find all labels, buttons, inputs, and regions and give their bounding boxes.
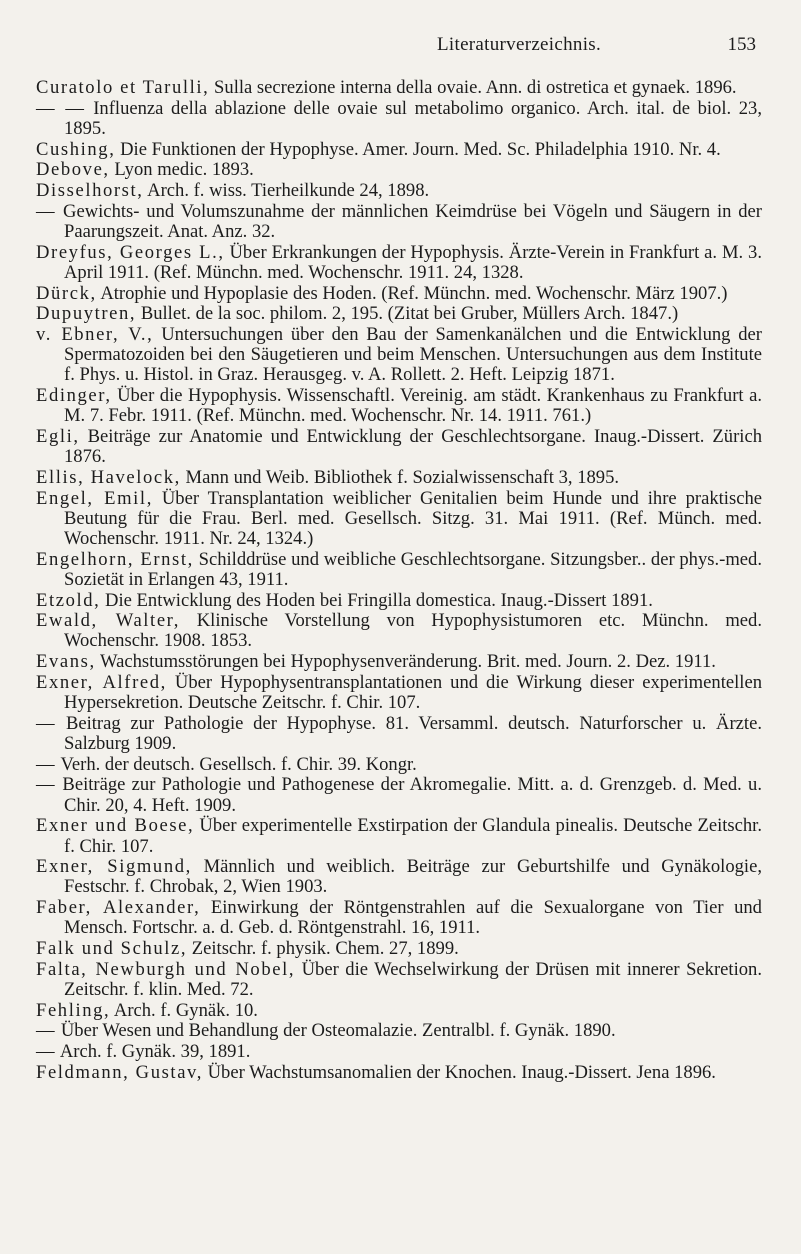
bibliography-entry xyxy=(36,99,762,139)
entry-author: Ellis, Havelock, xyxy=(36,466,181,488)
entry-text: Arch. f. Gynäk. 10. xyxy=(110,999,258,1021)
bibliography-entry xyxy=(36,816,762,856)
entry-author: v. Ebner, V., xyxy=(36,323,154,345)
bibliography-entry xyxy=(36,1001,762,1021)
entry-author: Feldmann, Gustav, xyxy=(36,1061,203,1083)
bibliography-list xyxy=(36,78,762,1083)
entry-text: Arch. f. Gynäk. 39, 1891. xyxy=(56,1041,251,1063)
bibliography-entry xyxy=(36,898,762,938)
bibliography-entry xyxy=(36,755,762,775)
entry-text: Über Erkrankungen der Hypophysis. Ärzte-Verein in Frankfurt a. M. 3. April 1911. (Ref. Münchn. med. Wochenschr. 1911. 24, 1328. xyxy=(64,241,762,283)
bibliography-entry xyxy=(36,591,762,611)
entry-text: Untersuchungen über den Bau der Samenkanälchen und die Entwicklung der Spermatozoiden bei den Säugetieren und beim Menschen. Untersuchungen aus dem Institute f. Phys. u. Histol. in Graz. Herausgeg. v. A. Rollett. 2. Heft. Leipzig 1871. xyxy=(64,323,762,386)
entry-author: Etzold, xyxy=(36,589,101,611)
bibliography-entry xyxy=(36,857,762,897)
bibliography-entry xyxy=(36,775,762,815)
entry-author: Curatolo et Tarulli, xyxy=(36,77,210,98)
entry-text: Über experimentelle Exstirpation der Glandula pinealis. Deutsche Zeitschr. f. Chir. 107. xyxy=(64,815,763,857)
entry-author: Fehling, xyxy=(36,999,111,1021)
bibliography-entry xyxy=(36,202,762,242)
entry-text: Über Hypophysentransplantationen und die Wirkung dieser experimentellen Hypersekretion. Deutsche Zeitschr. f. Chir. 107. xyxy=(64,671,762,714)
entry-text: Arch. f. wiss. Tierheilkunde 24, 1898. xyxy=(143,180,430,202)
running-title: Literaturverzeichnis. xyxy=(437,34,602,55)
entry-text: Die Funktionen der Hypophyse. Amer. Journ. Med. Sc. Philadelphia 1910. Nr. 4. xyxy=(115,138,721,160)
entry-author: — xyxy=(36,1041,57,1063)
entry-text: Atrophie und Hypoplasie des Hoden. (Ref. Münchn. med. Wochenschr. März 1907.) xyxy=(96,282,728,304)
entry-author: Falta, Newburgh und Nobel, xyxy=(36,958,296,980)
entry-text: Beiträge zur Pathologie und Pathogenese der Akromegalie. Mitt. a. d. Grenzgeb. d. Med. u. Chir. 20, 4. Heft. 1909. xyxy=(56,774,762,816)
bibliography-entry xyxy=(36,243,762,283)
bibliography-entry xyxy=(36,78,762,98)
entry-text: Sulla secrezione interna della ovaie. Ann. di ostretica et gynaek. 1896. xyxy=(209,77,737,98)
entry-text: Verh. der deutsch. Gesellsch. f. Chir. 39. Kongr. xyxy=(56,753,417,775)
entry-text: Über die Hypophysis. Wissenschaftl. Vereinig. am städt. Krankenhaus zu Frankfurt a. M. 7. Febr. 1911. (Ref. Münchn. med. Wochenschr. Nr. 14. 1911. 761.) xyxy=(64,385,762,427)
entry-text: Klinische Vorstellung von Hypophysistumoren etc. Münchn. med. Wochenschr. 1908. 1853. xyxy=(64,610,762,652)
bibliography-entry xyxy=(36,611,762,651)
entry-author: Exner und Boese, xyxy=(36,815,195,837)
entry-text: Bullet. de la soc. philom. 2, 195. (Zitat bei Gruber, Müllers Arch. 1847.) xyxy=(136,303,679,325)
entry-text: Beitrag zur Pathologie der Hypophyse. 81. Versamml. deutsch. Naturforscher u. Ärzte. Salzburg 1909. xyxy=(56,712,762,754)
bibliography-entry xyxy=(36,181,762,201)
entry-author: Dürck, xyxy=(36,282,97,304)
bibliography-entry xyxy=(36,673,762,713)
bibliography-entry xyxy=(36,550,762,590)
bibliography-entry xyxy=(36,386,762,426)
entry-author: Disselhorst, xyxy=(36,180,144,202)
bibliography-entry xyxy=(36,427,762,467)
entry-author: Engelhorn, Ernst, xyxy=(36,548,194,570)
entry-text: Beiträge zur Anatomie und Entwicklung der Geschlechtsorgane. Inaug.-Dissert. Zürich 1876. xyxy=(64,425,762,468)
bibliography-entry xyxy=(36,652,762,672)
entry-author: Dreyfus, Georges L., xyxy=(36,241,225,263)
bibliography-entry xyxy=(36,1021,762,1041)
entry-author: — xyxy=(36,712,57,734)
entry-text: Einwirkung der Röntgenstrahlen auf die Sexualorgane von Tier und Mensch. Fortschr. a. d. Geb. d. Röntgenstrahl. 16, 1911. xyxy=(64,897,762,939)
bibliography-entry xyxy=(36,304,762,324)
bibliography-entry xyxy=(36,1063,762,1083)
entry-author: Faber, Alexander, xyxy=(36,897,201,919)
entry-text: Gewichts- und Volumszunahme der männlichen Keimdrüse bei Vögeln und Säugern in der Paarungszeit. Anat. Anz. 32. xyxy=(56,200,762,242)
bibliography-entry xyxy=(36,160,762,180)
entry-author: — xyxy=(36,200,57,222)
entry-text: Influenza della ablazione delle ovaie sul metabolimo organico. Arch. ital. de biol. 23, 1895. xyxy=(64,97,762,139)
bibliography-entry xyxy=(36,939,762,959)
entry-author: — xyxy=(36,1020,57,1042)
entry-text: Schilddrüse und weibliche Geschlechtsorgane. Sitzungsber.. der phys.-med. Sozietät in Erlangen 43, 1911. xyxy=(64,548,762,590)
entry-text: Über Transplantation weiblicher Genitalien beim Hunde und ihre praktische Beutung für die Frau. Berl. med. Gesellsch. Sitzg. 31. Mai 1911. (Ref. Münch. med. Wochenschr. 1911. Nr. 24, 1324.) xyxy=(64,487,763,549)
entry-text: Über Wesen und Behandlung der Osteomalazie. Zentralbl. f. Gynäk. 1890. xyxy=(56,1020,616,1042)
page-header xyxy=(0,34,801,60)
page-number: 153 xyxy=(727,34,756,55)
entry-author: — xyxy=(36,753,57,775)
entry-author: — xyxy=(36,774,57,796)
entry-text: Zeitschr. f. physik. Chem. 27, 1899. xyxy=(187,938,459,960)
bibliography-entry xyxy=(36,489,762,550)
entry-text: Über Wachstumsanomalien der Knochen. Inaug.-Dissert. Jena 1896. xyxy=(202,1061,716,1083)
entry-author: Egli, xyxy=(36,425,80,447)
entry-author: Edinger, xyxy=(36,385,112,407)
entry-text: Über die Wechselwirkung der Drüsen mit innerer Sekretion. Zeitschr. f. klin. Med. 72. xyxy=(64,958,762,1000)
entry-author: Falk und Schulz, xyxy=(36,938,188,960)
bibliography-entry xyxy=(36,960,762,1000)
entry-author: Engel, Emil, xyxy=(36,487,153,509)
entry-author: Evans, xyxy=(36,651,96,673)
entry-author: Dupuytren, xyxy=(36,303,137,325)
bibliography-entry xyxy=(36,714,762,754)
entry-author: Cushing, xyxy=(36,138,116,160)
entry-author: Exner, Alfred, xyxy=(36,671,167,693)
entry-text: Mann und Weib. Bibliothek f. Sozialwissenschaft 3, 1895. xyxy=(180,466,620,488)
bibliography-entry xyxy=(36,325,762,386)
entry-text: Lyon medic. 1893. xyxy=(109,159,254,181)
entry-author: Exner, Sigmund, xyxy=(36,856,192,878)
bibliography-entry xyxy=(36,1042,762,1062)
entry-text: Wachstumsstörungen bei Hypophysenveränderung. Brit. med. Journ. 2. Dez. 1911. xyxy=(95,651,716,673)
entry-text: Die Entwicklung des Hoden bei Fringilla domestica. Inaug.-Dissert 1891. xyxy=(100,589,653,611)
entry-author: Ewald, Walter, xyxy=(36,610,180,632)
entry-text: Männlich und weiblich. Beiträge zur Geburtshilfe und Gynäkologie, Festschr. f. Chrobak, 2, Wien 1903. xyxy=(64,856,762,898)
entry-author: — — xyxy=(36,97,86,119)
entry-author: Debove, xyxy=(36,159,110,181)
bibliography-entry xyxy=(36,140,762,160)
bibliography-entry xyxy=(36,468,762,488)
bibliography-entry xyxy=(36,284,762,304)
